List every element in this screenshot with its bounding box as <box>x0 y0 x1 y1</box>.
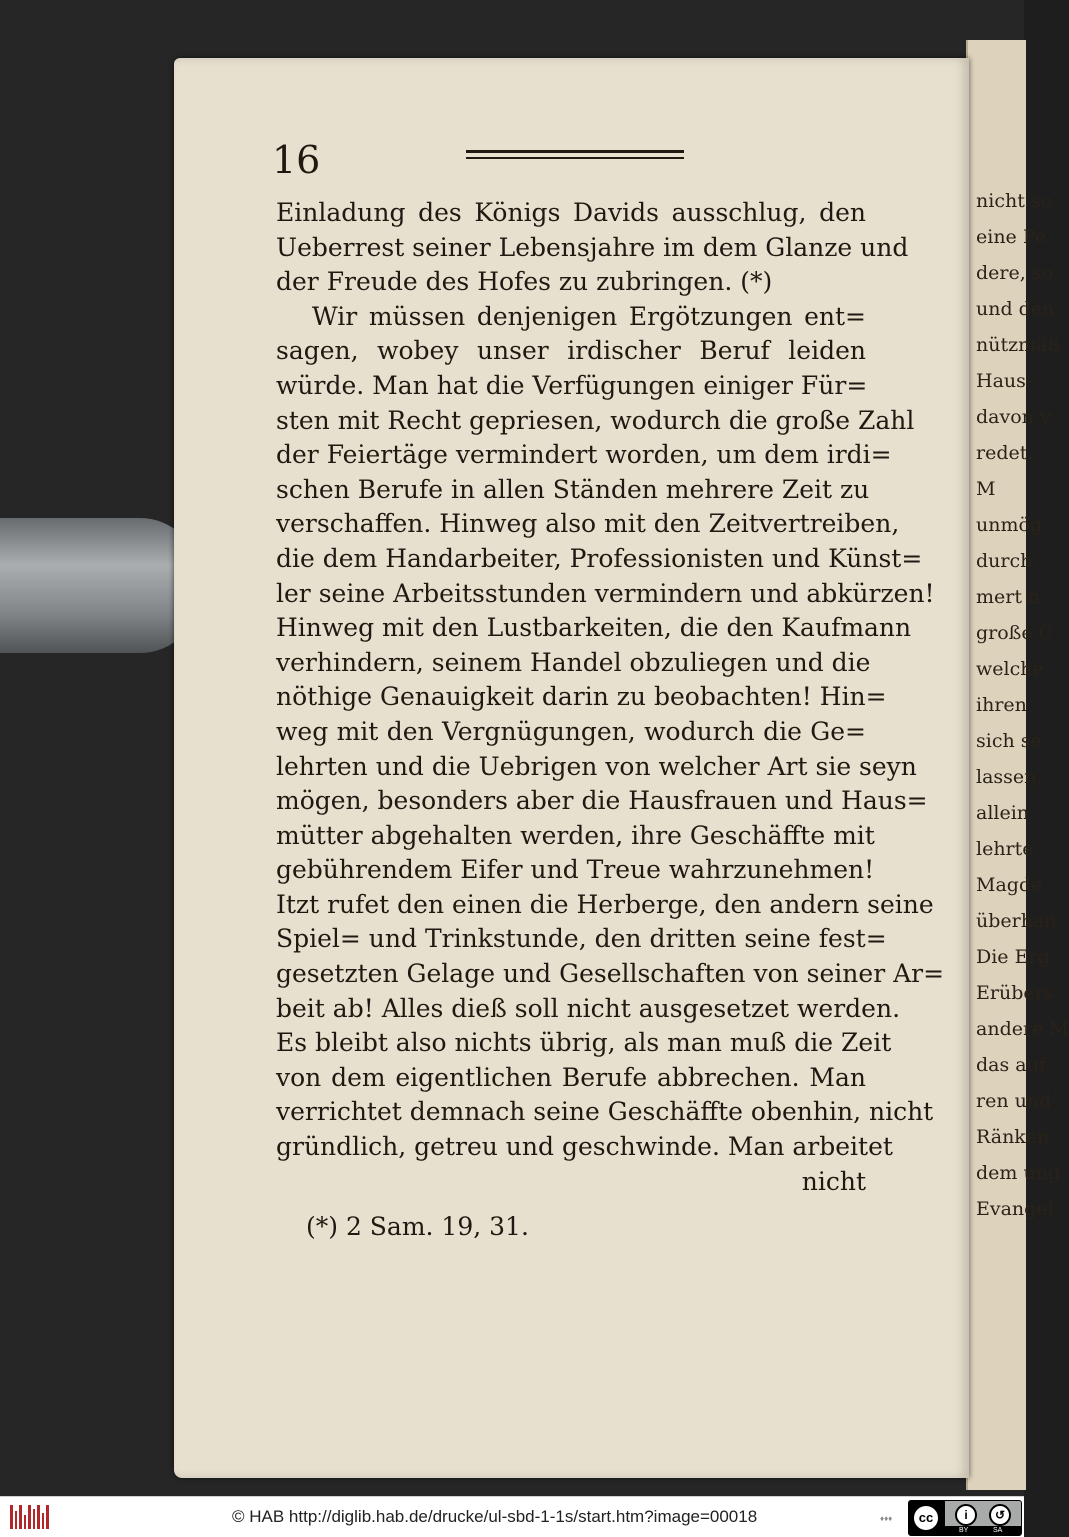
text-line: mögen, besonders aber die Hausfrauen und Haus= <box>276 786 928 816</box>
next-page-fragment: durch <box>976 550 1033 572</box>
share-alike-icon: ↺ <box>989 1504 1011 1526</box>
text-line: Wir müssen denjenigen Ergötzungen ent= <box>312 301 866 331</box>
next-page-fragment: ren und <box>976 1090 1052 1112</box>
next-page-fragment: unmög <box>976 514 1043 536</box>
header-rule <box>466 150 684 153</box>
copyright-link[interactable]: © HAB http://diglib.hab.de/drucke/ul-sbd-1-1s/start.htm?image=00018 <box>232 1507 758 1526</box>
viewer-footer <box>0 1496 1024 1537</box>
text-line: verhindern, seinem Handel obzuliegen und die <box>276 647 871 677</box>
attribution-icon: i <box>955 1504 977 1526</box>
footnote: (*) 2 Sam. 19, 31. <box>306 1212 529 1241</box>
next-page-fragment: M <box>976 478 996 500</box>
next-page-fragment: dem ung <box>976 1162 1061 1184</box>
page-holder-strap <box>0 518 200 653</box>
text-line: verschaffen. Hinweg also mit den Zeitvertreiben, <box>276 509 900 539</box>
next-page-fragment: und den <box>976 298 1055 320</box>
cc-by-label: BY <box>959 1527 969 1534</box>
next-page-fragment: eine Pe <box>976 226 1047 248</box>
text-line: die dem Handarbeiter, Professionisten und Künst= <box>276 543 923 573</box>
text-line: verrichtet demnach seine Geschäffte obenhin, nicht <box>276 1097 934 1127</box>
catchword: nicht <box>801 1166 866 1196</box>
next-page-fragment: das auf <box>976 1054 1046 1076</box>
text-line: mütter abgehalten werden, ihre Geschäffte mit <box>276 820 875 850</box>
next-page-fragment: große C <box>976 622 1054 644</box>
text-line: nöthige Genauigkeit darin zu beobachten! Hin= <box>276 682 887 712</box>
next-page-fragment: Erübers <box>976 982 1054 1004</box>
text-line: gesetzten Gelage und Gesellschaften von seiner Ar= <box>276 959 945 989</box>
next-page-fragment: überhan <box>976 910 1057 932</box>
next-page-fragment: Magde <box>976 874 1043 896</box>
next-page-fragment: allein <box>976 802 1030 824</box>
text-line: Itzt rufet den einen die Herberge, den andern seine <box>276 889 934 919</box>
page-body-text <box>276 196 945 1199</box>
next-page-fragment: sich se <box>976 730 1042 752</box>
next-page-fragment: Die Erg <box>976 946 1050 968</box>
hab-logo-icon <box>10 1505 50 1529</box>
cc-icon: cc <box>912 1504 940 1532</box>
next-page-fragment: Ränken <box>976 1126 1050 1148</box>
text-line: Es bleibt also nichts übrig, als man muß die Zeit <box>276 1028 892 1058</box>
text-line: von dem eigentlichen Berufe abbrechen. Man <box>276 1062 866 1092</box>
next-page-edge <box>966 40 1069 1490</box>
text-line: weg mit den Vergnügungen, wodurch die Ge= <box>276 716 866 746</box>
next-page-fragment: dere, so <box>976 262 1054 284</box>
text-line: gründlich, getreu und geschwinde. Man arbeitet <box>276 1132 893 1162</box>
text-line: ler seine Arbeitsstunden vermindern und abkürzen! <box>276 578 935 608</box>
text-line: schen Berufe in allen Ständen mehrere Zeit zu <box>276 474 870 504</box>
next-page-fragment: Evangel <box>976 1198 1054 1220</box>
text-line: Einladung des Königs Davids ausschlug, den <box>276 198 866 227</box>
next-page-fragment: welche <box>976 658 1044 680</box>
text-line: Ueberrest seiner Lebensjahre im dem Glanze und <box>276 232 909 262</box>
text-line: sten mit Recht gepriesen, wodurch die große Zahl <box>276 405 915 435</box>
next-page-fragment: andere M <box>976 1018 1069 1040</box>
header-rule-thin <box>466 157 684 159</box>
page-number: 16 <box>272 138 321 182</box>
text-line: lehrten und die Uebrigen von welcher Art sie seyn <box>276 751 917 781</box>
next-page-fragment: davon v <box>976 406 1051 428</box>
cc-license-badge[interactable] <box>908 1500 1022 1536</box>
text-line: beit ab! Alles dieß soll nicht ausgesetzet werden. <box>276 993 901 1023</box>
next-page-fragment: lehrte <box>976 838 1034 860</box>
text-line: gebührendem Eifer und Treue wahrzunehmen! <box>276 855 875 885</box>
text-line: Hinweg mit den Lustbarkeiten, die den Kaufmann <box>276 613 912 643</box>
next-page-fragment: lassen, <box>976 766 1043 788</box>
next-page-fragment: Haus- <box>976 370 1033 392</box>
text-line: sagen, wobey unser irdischer Beruf leiden <box>276 336 866 366</box>
next-page-fragment: nicht so <box>976 190 1053 212</box>
next-page-fragment: ihren <box>976 694 1027 716</box>
footer-mark: ♦♦♦ <box>880 1514 893 1523</box>
text-line: würde. Man hat die Verfügungen einiger Für= <box>276 370 868 400</box>
next-page-fragment: mert n <box>976 586 1041 608</box>
text-line: der Freude des Hofes zu zubringen. (*) <box>276 267 773 297</box>
next-page-fragment: redet. <box>976 442 1034 464</box>
text-line: Spiel= und Trinkstunde, den dritten seine fest= <box>276 924 887 954</box>
next-page-fragment: nützmäß <box>976 334 1061 356</box>
cc-sa-label: SA <box>993 1527 1003 1534</box>
text-line: der Feiertäge vermindert worden, um dem irdi= <box>276 440 892 470</box>
